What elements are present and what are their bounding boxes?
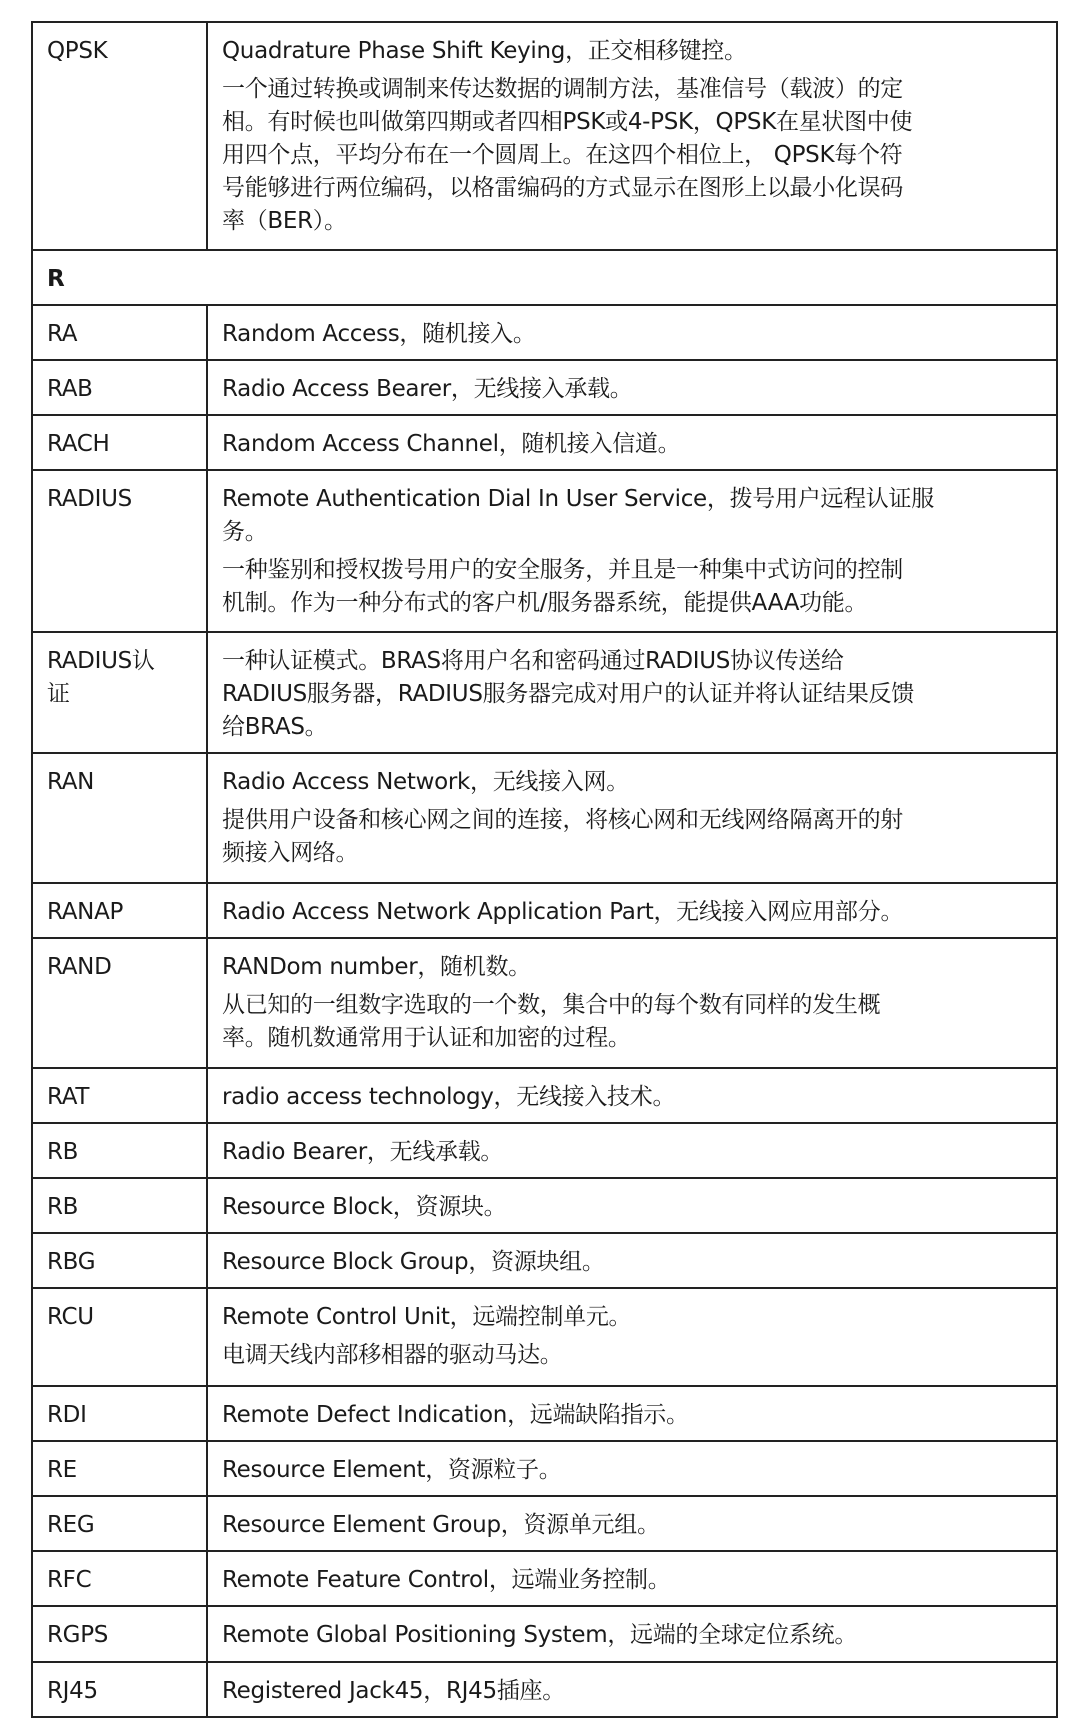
description-line: Registered Jack45，RJ45插座。 <box>222 1678 565 1704</box>
term-cell <box>32 1288 207 1386</box>
explanation-paragraph <box>222 73 1044 238</box>
description-line: 给BRAS。 <box>222 714 328 740</box>
description-cell <box>207 938 1057 1068</box>
glossary-row <box>32 938 1057 1068</box>
term-cell <box>32 883 207 938</box>
glossary-row <box>32 1441 1057 1496</box>
description-line: Quadrature Phase Shift Keying，正交相移键控。 <box>222 38 747 64</box>
description-cell <box>207 1386 1057 1441</box>
term-text: RANAP <box>47 899 124 925</box>
definition-paragraph <box>222 1564 1044 1597</box>
description-cell <box>207 470 1057 632</box>
term-text: RB <box>47 1139 79 1165</box>
term-text: RAB <box>47 376 93 402</box>
term-cell <box>32 1386 207 1441</box>
definition-paragraph <box>222 1136 1044 1169</box>
description-line: Remote Global Positioning System，远端的全球定位系统。 <box>222 1622 858 1648</box>
term-text: QPSK <box>47 38 108 64</box>
term-cell <box>32 305 207 360</box>
description-cell <box>207 883 1057 938</box>
term-cell <box>32 1662 207 1717</box>
description-cell <box>207 415 1057 470</box>
term-cell <box>32 360 207 415</box>
glossary-row <box>32 1233 1057 1288</box>
glossary-row <box>32 1288 1057 1386</box>
description-line: 一种认证模式。BRAS将用户名和密码通过RADIUS协议传送给 <box>222 648 844 674</box>
term-text: RDI <box>47 1402 87 1428</box>
term-text: REG <box>47 1512 95 1538</box>
term-cell <box>32 1606 207 1662</box>
description-cell <box>207 1551 1057 1606</box>
term-cell <box>32 470 207 632</box>
description-line: Random Access，随机接入。 <box>222 321 536 347</box>
glossary-row <box>32 1551 1057 1606</box>
description-cell <box>207 1123 1057 1178</box>
description-cell <box>207 1288 1057 1386</box>
description-line: RADIUS服务器，RADIUS服务器完成对用户的认证并将认证结果反馈 <box>222 681 914 707</box>
term-text: RBG <box>47 1249 96 1275</box>
description-cell <box>207 305 1057 360</box>
glossary-row <box>32 1496 1057 1551</box>
description-line: 一个通过转换或调制来传达数据的调制方法，基准信号（载波）的定 <box>222 76 904 102</box>
description-line: Remote Feature Control，远端业务控制。 <box>222 1567 671 1593</box>
description-line: 电调天线内部移相器的驱动马达。 <box>222 1342 563 1368</box>
description-line: Resource Element，资源粒子。 <box>222 1457 562 1483</box>
definition-paragraph <box>222 373 1044 406</box>
definition-paragraph <box>222 1191 1044 1224</box>
term-text: RE <box>47 1457 77 1483</box>
definition-paragraph <box>222 1675 1044 1708</box>
glossary-row <box>32 305 1057 360</box>
description-line: Radio Access Network Application Part，无线接入网应用部分。 <box>222 899 904 925</box>
description-line: Remote Authentication Dial In User Service，拨号用户远程认证服 <box>222 486 934 512</box>
description-line: Random Access Channel，随机接入信道。 <box>222 431 681 457</box>
definition-paragraph <box>222 1509 1044 1542</box>
term-text: RAND <box>47 954 112 980</box>
description-line: 提供用户设备和核心网之间的连接，将核心网和无线网络隔离开的射 <box>222 807 904 833</box>
description-line: Remote Defect Indication，远端缺陷指示。 <box>222 1402 689 1428</box>
definition-paragraph <box>222 428 1044 461</box>
term-cell <box>32 753 207 883</box>
description-cell <box>207 1233 1057 1288</box>
glossary-row <box>32 360 1057 415</box>
term-cell <box>32 415 207 470</box>
glossary-table <box>31 21 1058 1718</box>
glossary-row <box>32 415 1057 470</box>
term-text: RCU <box>47 1304 94 1330</box>
explanation-paragraph <box>222 554 1044 620</box>
term-cell <box>32 1441 207 1496</box>
description-line: 一种鉴别和授权拨号用户的安全服务，并且是一种集中式访问的控制 <box>222 557 904 583</box>
description-cell <box>207 632 1057 753</box>
term-cell <box>32 1233 207 1288</box>
term-text: RADIUS <box>47 486 132 512</box>
section-letter: R <box>32 250 1057 305</box>
description-line: 率。随机数通常用于认证和加密的过程。 <box>222 1025 631 1051</box>
section-header-row <box>32 250 1057 305</box>
term-text: RFC <box>47 1567 92 1593</box>
description-line: 机制。作为一种分布式的客户机/服务器系统，能提供AAA功能。 <box>222 590 868 616</box>
glossary-row <box>32 1386 1057 1441</box>
definition-paragraph <box>222 318 1044 351</box>
term-text: RA <box>47 321 78 347</box>
term-cell <box>32 1123 207 1178</box>
term-text: RB <box>47 1194 79 1220</box>
definition-paragraph <box>222 1619 1044 1652</box>
glossary-row <box>32 753 1057 883</box>
definition-paragraph <box>222 645 1044 744</box>
definition-paragraph <box>222 1081 1044 1114</box>
term-cell <box>32 1178 207 1233</box>
term-cell <box>32 1551 207 1606</box>
description-line: 频接入网络。 <box>222 840 359 866</box>
term-text: RAT <box>47 1084 90 1110</box>
glossary-body <box>32 22 1057 1717</box>
description-line: 相。有时候也叫做第四期或者四相PSK或4-PSK，QPSK在星状图中使 <box>222 109 913 135</box>
description-line: Radio Access Bearer，无线接入承载。 <box>222 376 633 402</box>
term-cell <box>32 632 207 753</box>
description-line: 用四个点，平均分布在一个圆周上。在这四个相位上， QPSK每个符 <box>222 142 903 168</box>
term-text: RADIUS认 <box>47 648 155 674</box>
description-line: Resource Element Group，资源单元组。 <box>222 1512 660 1538</box>
description-cell <box>207 360 1057 415</box>
glossary-row <box>32 883 1057 938</box>
explanation-paragraph <box>222 1339 1044 1372</box>
glossary-row <box>32 1068 1057 1123</box>
description-line: 号能够进行两位编码，以格雷编码的方式显示在图形上以最小化误码 <box>222 175 904 201</box>
term-cell <box>32 1496 207 1551</box>
explanation-paragraph <box>222 989 1044 1055</box>
definition-paragraph <box>222 896 1044 929</box>
description-line: 务。 <box>222 519 268 545</box>
term-cell <box>32 938 207 1068</box>
glossary-row <box>32 22 1057 250</box>
description-line: Resource Block Group，资源块组。 <box>222 1249 605 1275</box>
glossary-row <box>32 1123 1057 1178</box>
term-text: RAN <box>47 769 95 795</box>
definition-paragraph <box>222 951 1044 984</box>
definition-paragraph <box>222 1454 1044 1487</box>
term-text: RGPS <box>47 1622 109 1648</box>
description-line: 从已知的一组数字选取的一个数，集合中的每个数有同样的发生概 <box>222 992 881 1018</box>
description-line: Remote Control Unit，远端控制单元。 <box>222 1304 632 1330</box>
term-text: RACH <box>47 431 110 457</box>
description-cell <box>207 1178 1057 1233</box>
definition-paragraph <box>222 1246 1044 1279</box>
definition-paragraph <box>222 483 1044 549</box>
description-cell <box>207 1441 1057 1496</box>
description-line: Resource Block，资源块。 <box>222 1194 507 1220</box>
term-text: 证 <box>47 681 70 707</box>
description-cell <box>207 1606 1057 1662</box>
definition-paragraph <box>222 35 1044 68</box>
term-text: RJ45 <box>47 1678 98 1704</box>
definition-paragraph <box>222 766 1044 799</box>
description-cell <box>207 1662 1057 1717</box>
term-cell <box>32 22 207 250</box>
glossary-row <box>32 1178 1057 1233</box>
glossary-row <box>32 632 1057 753</box>
description-cell <box>207 753 1057 883</box>
glossary-row <box>32 1662 1057 1717</box>
description-cell <box>207 1496 1057 1551</box>
description-line: RANDom number，随机数。 <box>222 954 531 980</box>
description-line: Radio Access Network，无线接入网。 <box>222 769 629 795</box>
description-line: radio access technology，无线接入技术。 <box>222 1084 676 1110</box>
description-cell <box>207 22 1057 250</box>
description-cell <box>207 1068 1057 1123</box>
term-cell <box>32 1068 207 1123</box>
glossary-row <box>32 470 1057 632</box>
definition-paragraph <box>222 1399 1044 1432</box>
description-line: 率（BER）。 <box>222 208 347 234</box>
description-line: Radio Bearer，无线承载。 <box>222 1139 504 1165</box>
explanation-paragraph <box>222 804 1044 870</box>
glossary-row <box>32 1606 1057 1662</box>
definition-paragraph <box>222 1301 1044 1334</box>
